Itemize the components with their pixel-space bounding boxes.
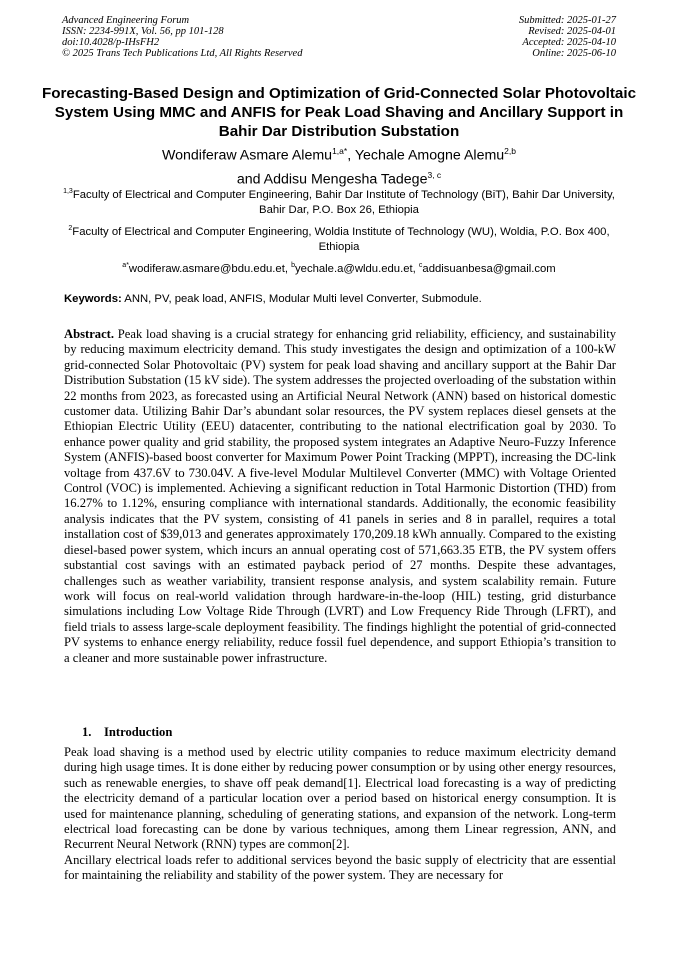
journal-name: Advanced Engineering Forum [62,15,190,26]
author-name: Wondiferaw Asmare Alemu [162,147,333,164]
paragraph: Peak load shaving is a method used by electric utility companies to reduce maximum electricity demand during high usage times. It is done either by reducing power consumption or by using other energy resources, such as renewable energies, to shave off peak demand[1]. Electrical load forecasting is a way of predicting the electricity demand of a particular location over a period based on historical energy consumption. It is used for maintenance planning, scheduling of generating stations, and expansion of the network. Long-term electrical load forecasting can be done by various techniques, among them Linear regression, ANN, and Recurrent Neural Network (RNN) types are common[2]. [64,745,616,852]
author-emails [62,258,616,277]
paper-title: Forecasting-Based Design and Optimization of Grid-Connected Solar Photovoltaic System Using MMC and ANFIS for Peak Load Shaving and Ancillary Support in Bahir Dar Distribution Substation [41,85,637,140]
email-mark: c [418,262,423,269]
abstract [64,327,616,666]
author-list [40,142,638,189]
keywords-text: ANN, PV, peak load, ANFIS, Modular Multi level Converter, Submodule. [121,293,482,305]
affiliation-text: Faculty of Electrical and Computer Engineering, Woldia Institute of Technology (WU), Woldia, P.O. Box 400, Ethiopia [72,225,610,253]
author-name: Addisu Mengesha Tadege [263,171,428,188]
author-conjunction: and [236,171,261,188]
revised-date: Revised: 2025-04-01 [528,26,616,37]
affiliation-mark: 2 [68,225,73,232]
accepted-date: Accepted: 2025-04-10 [522,37,616,48]
affiliation-mark: 1,3 [63,188,73,195]
author-affiliation-mark: 3, c [427,169,442,180]
issn-volume: ISSN: 2234-991X, Vol. 56, pp 101-128 [62,26,224,37]
abstract-label: Abstract. [64,327,115,341]
email-mark: a* [122,262,129,269]
copyright: © 2025 Trans Tech Publications Ltd, All Rights Reserved [62,48,303,59]
online-date: Online: 2025-06-10 [532,48,616,59]
submission-dates [519,15,616,59]
author-name: Yechale Amogne Alemu [354,147,505,164]
author-line-1 [40,142,638,166]
author-affiliation-mark: 2,b [504,146,516,156]
email-mark: b [291,262,296,269]
section-number: 1. [82,725,92,739]
email-address[interactable]: yechale.a@wldu.edu.et, [295,262,419,275]
submitted-date: Submitted: 2025-01-27 [518,15,616,26]
author-separator: , [347,147,355,164]
journal-info [62,15,302,59]
affiliation-text: Faculty of Electrical and Computer Engineering, Bahir Dar Institute of Technology (BiT), Bahir Dar University, Bahir Dar, P.O. Box 26, Ethiopia [72,188,615,216]
affiliation-2 [62,221,616,255]
affiliation-1 [62,184,616,218]
doi: doi:10.4028/p-IHsFH2 [62,37,160,48]
keywords-label: Keywords: [64,293,122,305]
keywords [64,292,616,307]
paragraph: Ancillary electrical loads refer to additional services beyond the basic supply of electricity that are essential for maintaining the reliability and stability of the power system. They are necessary for [64,852,616,883]
author-affiliation-mark: 1,a* [332,146,348,156]
section-heading [82,725,172,740]
section-title: Introduction [104,725,173,739]
introduction-body [64,745,616,884]
email-address[interactable]: addisuanbesa@gmail.com [422,262,556,275]
email-address[interactable]: wodiferaw.asmare@bdu.edu.et, [128,262,292,275]
abstract-text: Peak load shaving is a crucial strategy for enhancing grid reliability, efficiency, and sustainability by reducing maximum electricity demand. This study investigates the design and optimization of a 100-kW grid-connected Solar Photovoltaic (PV) system for peak load shaving and ancillary support at the Bahir Dar Distribution Substation (15 kV side). The system addresses the projected overloading of the substation within 22 months from 2023, as forecasted using an Artificial Neural Network (ANN) based on historical domestic customer data. Utilizing Bahir Dar’s abundant solar resources, the PV system replaces diesel gensets at the Ethiopian Electric Utility (EEU) datacenter, contributing to the national electrification goal by 2030. To enhance power quality and grid stability, the proposed system integrates an Adaptive Neuro-Fuzzy Inference System (ANFIS)-based boost converter for Maximum Power Point Tracking (MPPT), increasing the DC-link voltage from 437.6V to 730.04V. A five-level Modular Multilevel Converter (MMC) with Voltage Oriented Control (VOC) is implemented. Achieving a significant reduction in Total Harmonic Distortion (THD) from 16.27% to 1.12%, ensuring compliance with international standards. Additionally, the economic feasibility analysis indicates that the PV system, consisting of 41 panels in series and 8 in parallel, requires a total installation cost of $39,013 and generates approximately 170,209.18 kWh annually. Compared to the existing diesel-based power system, which incurs an annual operating cost of 571,663.35 ETB, the PV system offers substantial cost savings with an estimated payback period of 27 months. Despite these advantages, challenges such as weather variability, transient response analysis, and system scalability remain. Future work will focus on real-world validation through hardware-in-the-loop (HIL) testing, grid disturbance simulations including Low Voltage Ride Through (LVRT) and Low Frequency Ride Through (LFRT), and field trials to assess large-scale deployment feasibility. The findings highlight the potential of grid-connected PV systems to enhance energy reliability, reduce fossil fuel dependence, and support Ethiopia’s transition to a cleaner and more sustainable power infrastructure. [64,327,616,665]
